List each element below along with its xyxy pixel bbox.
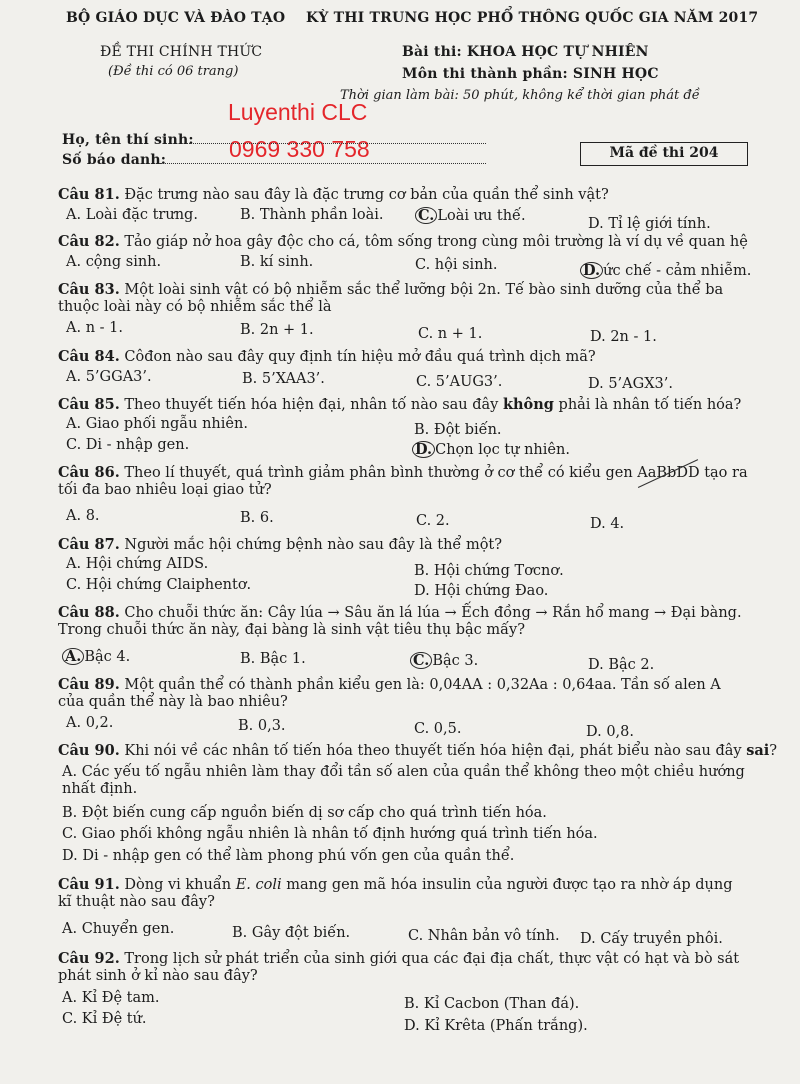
question-89: Câu 89. Một quần thể có thành phần kiểu gen là: 0,04AA : 0,32Aa : 0,64aa. Tần số alen A của quần thể này là bao nhiêu? (58, 676, 721, 710)
question-85: Câu 85. Theo thuyết tiến hóa hiện đại, nhân tố nào sau đây không phải là nhân tố tiến hóa? (58, 396, 742, 413)
exam-name: KỲ THI TRUNG HỌC PHỔ THÔNG QUỐC GIA NĂM 2017 (306, 10, 759, 26)
ministry-title: BỘ GIÁO DỤC VÀ ĐÀO TẠO (66, 10, 286, 26)
page-count: (Đề thi có 06 trang) (108, 64, 239, 79)
q81-option-c: C. Loài ưu thế. (415, 207, 526, 224)
q92-option-d: D. Kỉ Krêta (Phấn trắng). (404, 1018, 588, 1034)
watermark-phone: 0969 330 758 (229, 136, 370, 162)
q81-option-d: D. Tỉ lệ giới tính. (588, 216, 711, 232)
q91-option-a: A. Chuyển gen. (62, 921, 175, 937)
q84-option-a: A. 5’GGA3’. (66, 369, 152, 385)
time-limit: Thời gian làm bài: 50 phút, không kể thời gian phát đề (340, 88, 700, 103)
q88-option-a: A. Bậc 4. (62, 648, 130, 665)
question-81: Câu 81. Đặc trưng nào sau đây là đặc trưng cơ bản của quần thể sinh vật? (58, 186, 609, 203)
question-84: Câu 84. Côđon nào sau đây quy định tín hiệu mở đầu quá trình dịch mã? (58, 348, 596, 365)
question-88: Câu 88. Cho chuỗi thức ăn: Cây lúa → Sâu ăn lá lúa → Ếch đồng → Rắn hổ mang → Đại bàng. Trong chuỗi thức ăn này, đại bàng là sinh vật tiêu thụ bậc mấy? (58, 604, 742, 638)
q90-option-a: A. Các yếu tố ngẫu nhiên làm thay đổi tần số alen của quần thể không theo một chiều hướng nhất định. (62, 764, 745, 797)
exam-code: Mã đề thi 204 (609, 145, 719, 161)
q86-option-a: A. 8. (66, 508, 100, 524)
answer-circle-icon: C. (410, 652, 432, 669)
q87-option-c: C. Hội chứng Claiphentơ. (66, 577, 252, 593)
q86-option-d: D. 4. (590, 516, 625, 532)
q84-option-c: C. 5’AUG3’. (416, 374, 503, 390)
question-82: Câu 82. Tảo giáp nở hoa gây độc cho cá, tôm sống trong cùng môi trường là ví dụ về quan hệ (58, 233, 748, 250)
q83-option-b: B. 2n + 1. (240, 322, 314, 338)
answer-circle-icon: D. (412, 441, 435, 458)
q86-option-b: B. 6. (240, 510, 274, 526)
question-86: Câu 86. Theo lí thuyết, quá trình giảm phân bình thường ở cơ thể có kiểu gen AaBbDD tạo ra tối đa bao nhiêu loại giao tử? (58, 464, 748, 498)
q81-option-b: B. Thành phần loài. (240, 207, 384, 223)
candidate-name-line (186, 133, 486, 144)
q88-option-d: D. Bậc 2. (588, 657, 655, 673)
q85-option-c: C. Di - nhập gen. (66, 437, 190, 453)
q83-option-d: D. 2n - 1. (590, 329, 657, 345)
q84-option-d: D. 5’AGX3’. (588, 376, 673, 392)
q87-option-d: D. Hội chứng Đao. (414, 583, 549, 599)
q85-option-a: A. Giao phối ngẫu nhiên. (66, 416, 248, 432)
candidate-id-line (160, 153, 486, 164)
candidate-id-label: Số báo danh: (62, 152, 167, 168)
q82-option-b: B. kí sinh. (240, 254, 314, 270)
q83-option-c: C. n + 1. (418, 326, 483, 342)
q92-option-a: A. Kỉ Đệ tam. (62, 990, 160, 1006)
q91-option-c: C. Nhân bản vô tính. (408, 928, 560, 944)
q86-option-c: C. 2. (416, 513, 450, 529)
q91-option-d: D. Cấy truyền phôi. (580, 931, 723, 947)
q89-option-c: C. 0,5. (414, 721, 462, 737)
q92-option-c: C. Kỉ Đệ tứ. (62, 1011, 147, 1027)
answer-circle-icon: D. (580, 262, 603, 279)
q83-option-a: A. n - 1. (66, 320, 123, 336)
answer-circle-icon: C. (415, 207, 437, 224)
q90-option-b: B. Đột biến cung cấp nguồn biến dị sơ cấp cho quá trình tiến hóa. (62, 805, 547, 821)
crossed-circle-icon: A. (62, 648, 84, 665)
q82-option-c: C. hội sinh. (415, 257, 498, 273)
question-92: Câu 92. Trong lịch sử phát triển của sinh giới qua các đại địa chất, thực vật có hạt và bò sát phát sinh ở kỉ nào sau đây? (58, 950, 740, 984)
q88-option-c: C. Bậc 3. (410, 652, 478, 669)
q87-option-a: A. Hội chứng AIDS. (66, 556, 209, 572)
question-83: Câu 83. Một loài sinh vật có bộ nhiễm sắc thể lưỡng bội 2n. Tế bào sinh dưỡng của thể ba thuộc loài này có bộ nhiễm sắc thể là (58, 281, 724, 315)
q82-option-a: A. cộng sinh. (66, 254, 162, 270)
subject-name: Môn thi thành phần: SINH HỌC (402, 66, 659, 82)
q87-option-b: B. Hội chứng Tơcnơ. (414, 563, 564, 579)
q89-option-a: A. 0,2. (66, 715, 114, 731)
q88-option-b: B. Bậc 1. (240, 651, 306, 667)
question-90: Câu 90. Khi nói về các nhân tố tiến hóa theo thuyết tiến hóa hiện đại, phát biểu nào sau đây sai? (58, 742, 778, 759)
q84-option-b: B. 5’XAA3’. (242, 371, 325, 387)
candidate-name-label: Họ, tên thí sinh: (62, 132, 194, 148)
question-91: Câu 91. Dòng vi khuẩn E. coli mang gen mã hóa insulin của người được tạo ra nhờ áp dụng kĩ thuật nào sau đây? (58, 876, 733, 910)
q92-option-b: B. Kỉ Cacbon (Than đá). (404, 996, 580, 1012)
q90-option-c: C. Giao phối không ngẫu nhiên là nhân tố định hướng quá trình tiến hóa. (62, 826, 598, 842)
official-label: ĐỀ THI CHÍNH THỨC (100, 44, 263, 60)
q90-option-d: D. Di - nhập gen có thể làm phong phú vốn gen của quần thể. (62, 848, 515, 864)
q89-option-b: B. 0,3. (238, 718, 286, 734)
exam-code-box (580, 142, 748, 166)
q85-option-d: D. Chọn lọc tự nhiên. (412, 441, 570, 458)
subject-exam: Bài thi: KHOA HỌC TỰ NHIÊN (402, 44, 649, 60)
q81-option-a: A. Loài đặc trưng. (66, 207, 198, 223)
q85-option-b: B. Đột biến. (414, 422, 502, 438)
q82-option-d: D. ức chế - cảm nhiễm. (580, 262, 751, 279)
q91-option-b: B. Gây đột biến. (232, 925, 351, 941)
question-87: Câu 87. Người mắc hội chứng bệnh nào sau đây là thể một? (58, 536, 503, 553)
q89-option-d: D. 0,8. (586, 724, 634, 740)
watermark-name: Luyenthi CLC (228, 99, 368, 125)
